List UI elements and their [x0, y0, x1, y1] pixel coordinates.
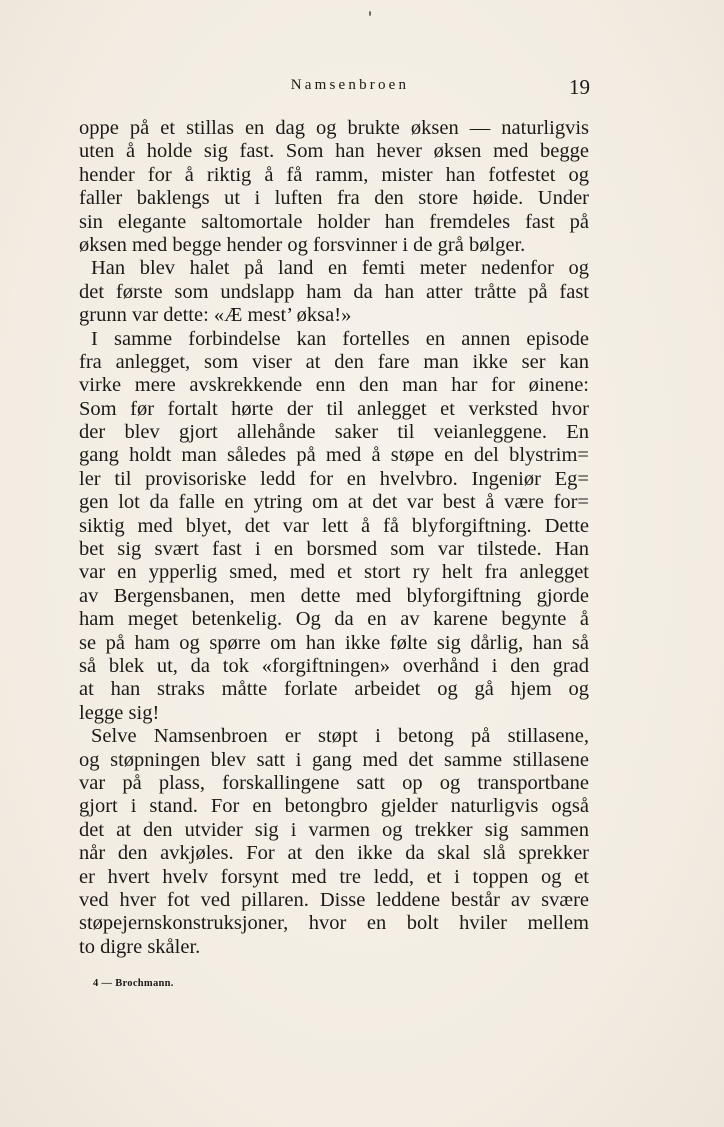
text-line: se på ham og spørre om han ikke følte sig dårlig, han så [79, 631, 589, 654]
text-line: når den avkjøles. For at den ikke da skal slå sprekker [79, 842, 589, 865]
text-line: er hvert hvelv forsynt med tre ledd, et i toppen og et [79, 865, 589, 888]
text-line: sin elegante saltomortale holder han fremdeles fast på [79, 210, 589, 233]
text-line: legge sig! [79, 701, 160, 724]
text-line: det at den utvider sig i varmen og trekker sig sammen [79, 818, 589, 841]
paragraph [79, 725, 589, 959]
text-line: to digre skåler. [79, 935, 201, 958]
signature-mark: 4 — Brochmann. [93, 978, 174, 989]
paragraph [79, 117, 589, 257]
text-line: hender for å riktig å få ramm, mister han fotfestet og [79, 163, 589, 186]
text-line: fra anlegget, som viser at den fare man ikke ser kan [79, 350, 589, 373]
text-line: var en ypperlig smed, med et stort ry helt fra anlegget [79, 561, 589, 584]
text-line: og støpningen blev satt i gang med det samme stillasene [79, 748, 589, 771]
text-line: var på plass, forskallingene satt op og transportbane [79, 771, 589, 794]
text-line: uten å holde sig fast. Som han hever øksen med begge [79, 140, 589, 163]
running-head: Namsenbroen [290, 77, 410, 93]
text-line: oppe på et stillas en dag og brukte øksen — naturligvis [79, 117, 589, 139]
body-text [79, 117, 589, 959]
text-line: gen lot da falle en ytring om at det var best å være for= [79, 491, 589, 514]
text-line: grunn var dette: «Æ mest’ øksa!» [79, 304, 352, 327]
text-line: Selve Namsenbroen er støpt i betong på stillasene, [91, 725, 589, 748]
text-line: bet sig svært fast i en borsmed som var tilstede. Han [79, 538, 589, 561]
text-line: gjort i stand. For en betongbro gjelder naturligvis også [79, 795, 589, 818]
text-line: virke mere avskrekkende enn den man har for øinene: [79, 374, 589, 397]
ink-speck [369, 11, 371, 16]
page-number: 19 [569, 75, 590, 99]
text-line: øksen med begge hender og forsvinner i de grå bølger. [79, 233, 526, 256]
text-line: det første som undslapp ham da han atter tråtte på fast [79, 280, 589, 303]
text-line: faller baklengs ut i luften fra den store høide. Under [79, 187, 589, 210]
text-line: Som før fortalt hørte der til anlegget et verksted hvor [79, 397, 589, 420]
paragraph [79, 328, 589, 726]
paragraph [79, 257, 589, 327]
text-line: siktig med blyet, det var lett å få blyforgiftning. Dette [79, 514, 589, 537]
text-line: at han straks måtte forlate arbeidet og gå hjem og [79, 678, 589, 701]
text-line: støpejernskonstruksjoner, hvor en bolt hviler mellem [79, 912, 589, 935]
text-line: av Bergensbanen, men dette med blyforgiftning gjorde [79, 584, 589, 607]
text-line: ham meget betenkelig. Og da en av karene begynte å [79, 608, 589, 631]
text-line: gang holdt man således på med å støpe en del blystrim= [79, 444, 589, 467]
text-line: ler til provisoriske ledd for en hvelvbro. Ingeniør Eg= [79, 467, 589, 490]
page-header [80, 77, 590, 105]
text-line: I samme forbindelse kan fortelles en annen episode [91, 327, 589, 350]
text-line: Han blev halet på land en femti meter nedenfor og [91, 257, 589, 280]
text-line: ved hver fot ved pillaren. Disse leddene består av svære [79, 888, 589, 911]
text-line: der blev gjort allehånde saker til veianleggene. En [79, 421, 589, 444]
text-line: så blek ut, da tok «forgiftningen» overhånd i den grad [79, 654, 589, 677]
